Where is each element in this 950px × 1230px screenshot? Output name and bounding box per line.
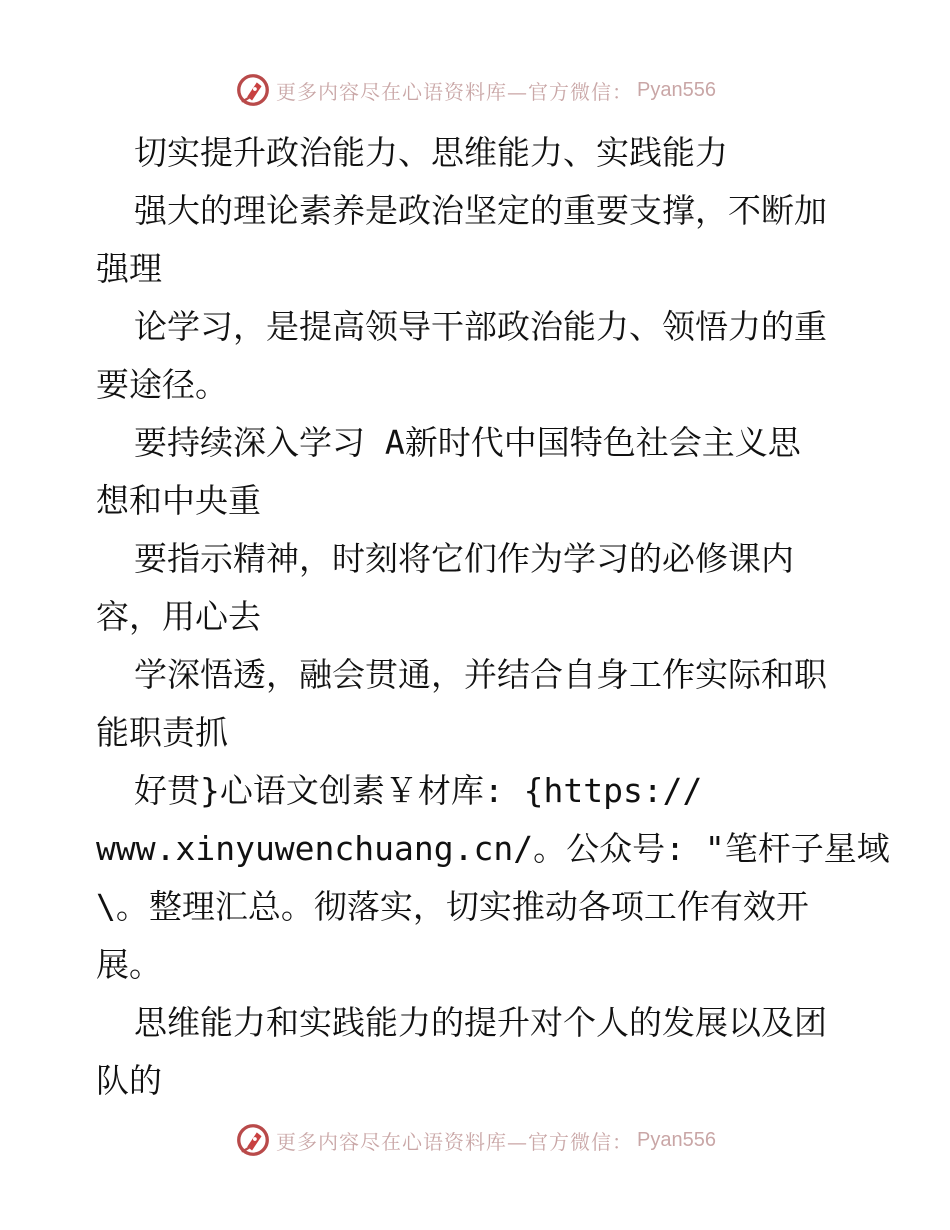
body-line: 队的 [96,1061,162,1100]
banner-wechat-id: Pyan556 [637,1128,716,1151]
body-line: 想和中央重 [96,481,261,520]
body-line: 要持续深入学习 A新时代中国特色社会主义思 [134,423,801,462]
body-line: 强大的理论素养是政治坚定的重要支撑，不断加 [134,191,827,230]
body-line: 能职责抓 [96,713,228,752]
banner-wechat-id: Pyan556 [637,78,716,101]
banner-text: 更多内容尽在心语资料库—官方微信： [276,79,634,104]
body-line: 展。 [96,945,162,984]
body-line: 学深悟透，融会贯通，并结合自身工作实际和职 [134,655,827,694]
body-line: 强理 [96,249,162,288]
body-line: 要途径。 [96,365,228,404]
banner-text: 更多内容尽在心语资料库—官方微信： [276,1129,634,1154]
body-line: 切实提升政治能力、思维能力、实践能力 [134,133,728,172]
body-line: 要指示精神，时刻将它们作为学习的必修课内 [134,539,794,578]
body-line: www.xinyuwenchuang.cn/。公众号: "笔杆子星域 [96,829,890,868]
body-line: \。整理汇总。彻落实，切实推动各项工作有效开 [96,887,809,926]
document-body [96,124,890,1110]
body-line: 好贯}心语文创素￥材库: {https:// [134,771,703,810]
body-line: 思维能力和实践能力的提升对个人的发展以及团 [134,1003,827,1042]
header-banner [0,68,950,112]
pen-nib-logo-icon [234,1121,272,1159]
pen-nib-logo-icon [234,71,272,109]
body-line: 容，用心去 [96,597,261,636]
footer-banner [0,1118,950,1162]
body-line: 论学习，是提高领导干部政治能力、领悟力的重 [134,307,827,346]
